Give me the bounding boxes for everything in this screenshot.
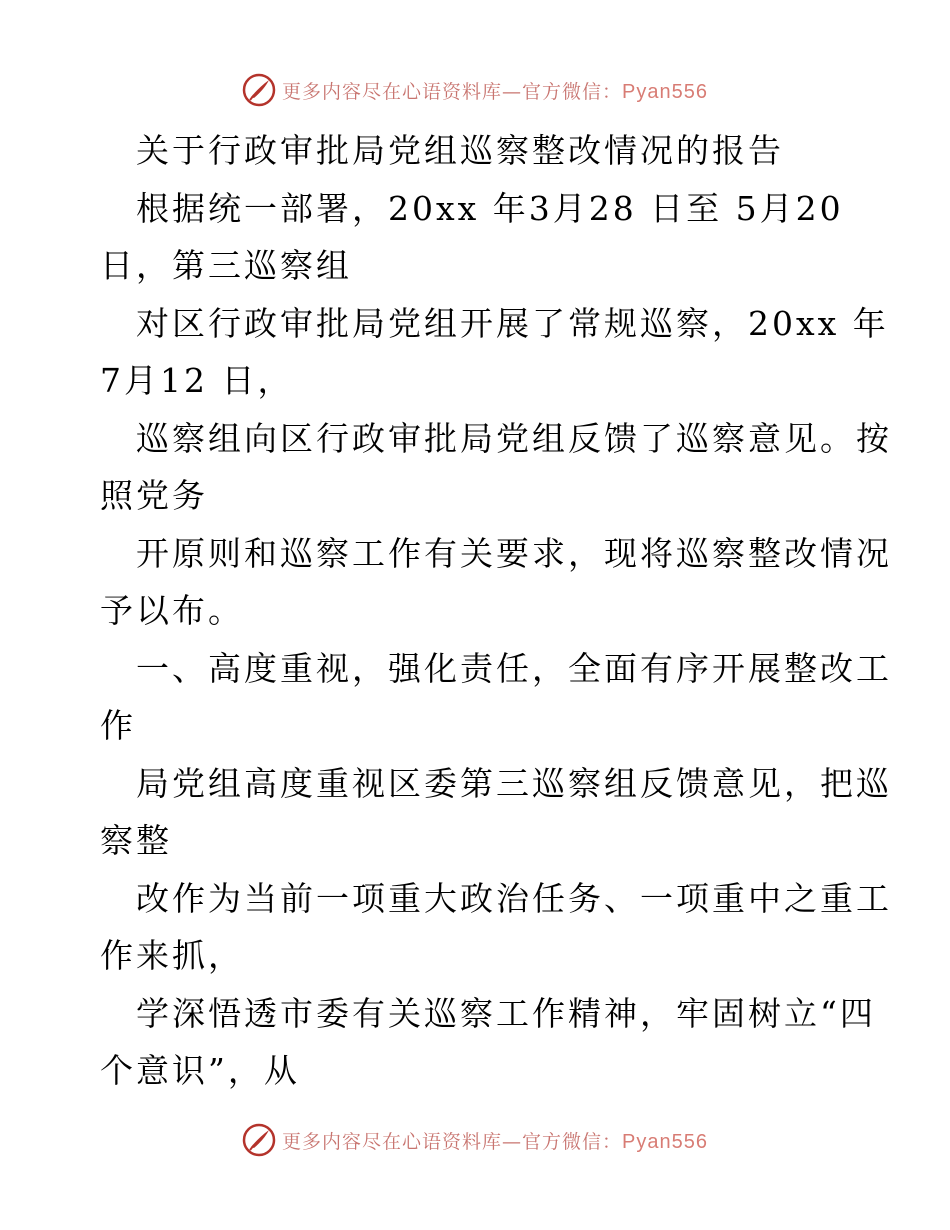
document-line: 一、高度重视，强化责任，全面有序开展整改工 xyxy=(136,648,892,688)
document-line: 予以布。 xyxy=(100,591,244,630)
document-line: 7月12 日， xyxy=(100,361,294,400)
document-line: 日，第三巡察组 xyxy=(100,246,352,285)
document-line: 局党组高度重视区委第三巡察组反馈意见，把巡 xyxy=(136,763,892,803)
document-line: 作来抓， xyxy=(100,936,244,975)
header-banner xyxy=(0,70,950,110)
document-line: 巡察组向区行政审批局党组反馈了巡察意见。按 xyxy=(136,418,892,458)
banner-text: 更多内容尽在心语资料库—官方微信：Pyan556 xyxy=(282,1130,708,1153)
footer-banner xyxy=(0,1120,950,1160)
quill-logo-icon xyxy=(242,73,276,107)
document-line: 察整 xyxy=(100,821,172,860)
document-line: 根据统一部署，20xx 年3月28 日至 5月20 xyxy=(136,188,844,228)
document-line: 照党务 xyxy=(100,476,208,515)
document-line: 改作为当前一项重大政治任务、一项重中之重工 xyxy=(136,878,892,918)
document-line: 作 xyxy=(100,706,136,745)
document-line: 个意识”，从 xyxy=(100,1051,300,1090)
banner-text: 更多内容尽在心语资料库—官方微信：Pyan556 xyxy=(282,80,708,103)
document-line: 学深悟透市委有关巡察工作精神，牢固树立“四 xyxy=(136,993,876,1033)
document-body xyxy=(100,122,892,1100)
document-line: 开原则和巡察工作有关要求，现将巡察整改情况 xyxy=(136,533,892,573)
quill-logo-icon xyxy=(242,1123,276,1157)
document-line: 关于行政审批局党组巡察整改情况的报告 xyxy=(136,131,784,170)
document-line: 对区行政审批局党组开展了常规巡察，20xx 年 xyxy=(136,303,889,343)
